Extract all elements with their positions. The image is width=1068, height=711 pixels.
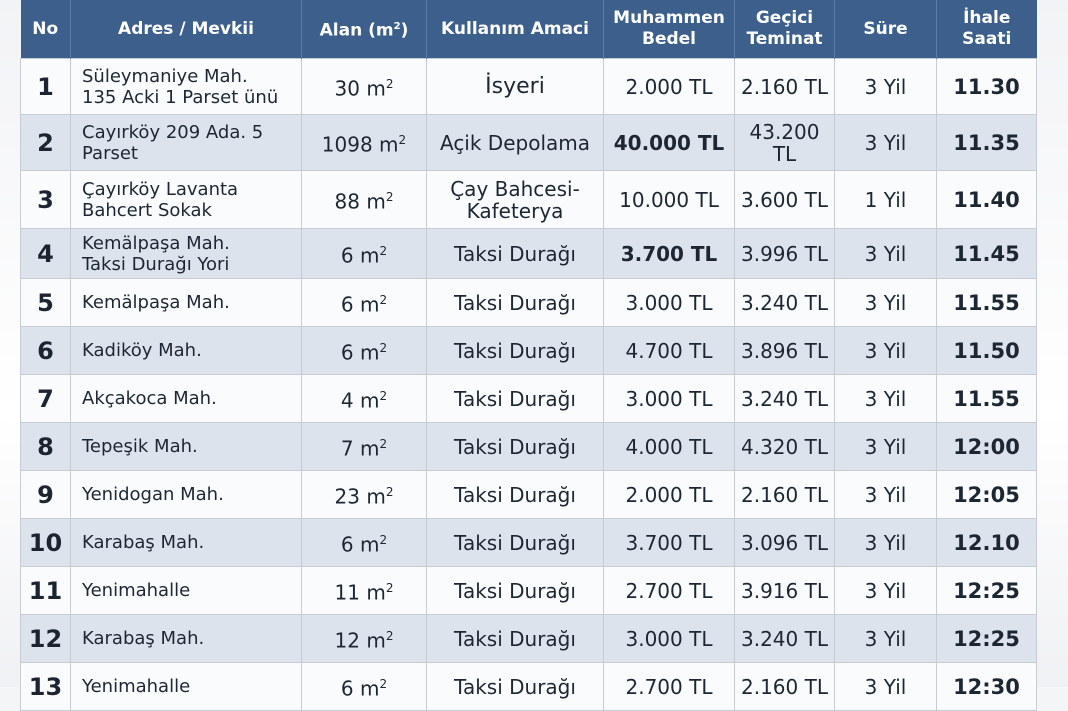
row-no: 5: [21, 279, 71, 327]
row-sure: 3 Yil: [835, 663, 937, 711]
row-no: 4: [21, 229, 71, 279]
row-saat: 11.45: [937, 229, 1037, 279]
header-gecici-line1: Geçici: [755, 8, 814, 28]
row-no: 12: [21, 615, 71, 663]
row-adres-line1: Cayırköy 209 Ada. 5: [82, 121, 264, 143]
row-kullanim-line1: Taksi Durağı: [454, 434, 576, 459]
row-adres: [71, 471, 302, 519]
row-adres-line1: Karabaş Mah.: [82, 532, 205, 553]
row-alan: [302, 423, 427, 471]
row-kullanim: [427, 519, 604, 567]
row-alan: [302, 615, 427, 663]
row-alan: [302, 279, 427, 327]
row-adres-line2: 135 Acki 1 Parset ünü: [82, 86, 279, 108]
row-kullanim: [427, 171, 604, 229]
row-adres-line1: Kemälpaşa Mah.: [82, 232, 230, 254]
row-alan-value: 7 m: [340, 436, 380, 461]
table-row: [21, 279, 1037, 327]
row-kullanim-line1: İsyeri: [485, 73, 545, 99]
row-adres: [71, 59, 302, 115]
row-alan-sup: 2: [379, 244, 388, 259]
table-header-row: [21, 0, 1037, 59]
row-kullanim-line1: Taksi Durağı: [454, 482, 576, 507]
row-muhammen: 3.000 TL: [604, 615, 735, 663]
row-gecici: 4.320 TL: [735, 423, 835, 471]
header-alan-close: ): [400, 20, 409, 41]
header-muhammen-line2: Bedel: [641, 29, 696, 49]
row-alan-value: 6 m: [340, 243, 380, 268]
row-kullanim: [427, 327, 604, 375]
table-row: [21, 229, 1037, 279]
row-saat: 11.30: [937, 59, 1037, 115]
row-adres-line2: Parset: [82, 142, 138, 164]
row-gecici: 2.160 TL: [735, 59, 835, 115]
row-kullanim-line1: Taksi Durağı: [454, 290, 576, 315]
table-row: [21, 59, 1037, 115]
row-adres: [71, 375, 302, 423]
row-adres: [71, 171, 302, 229]
table-body: [21, 59, 1037, 711]
row-kullanim: [427, 59, 604, 115]
row-alan: [302, 171, 427, 229]
row-alan-sup: 2: [379, 389, 388, 404]
table-row: [21, 375, 1037, 423]
row-gecici: 3.240 TL: [735, 615, 835, 663]
header-ihale-line1: İhale: [963, 8, 1011, 28]
row-alan-sup: 2: [385, 485, 394, 500]
row-adres-line2: Taksi Durağı Yori: [82, 253, 230, 275]
ihale-table: [20, 0, 1037, 711]
row-kullanim-line1: Çay Bahcesi-: [450, 176, 580, 201]
row-sure: 3 Yil: [835, 375, 937, 423]
row-kullanim-line1: Taksi Durağı: [454, 674, 576, 699]
row-sure: 3 Yil: [835, 567, 937, 615]
row-adres-line1: Yenidogan Mah.: [82, 484, 224, 505]
row-gecici: 3.240 TL: [735, 375, 835, 423]
row-sure: 1 Yil: [835, 171, 937, 229]
row-alan-value: 1098 m: [321, 132, 399, 157]
row-alan: [302, 229, 427, 279]
row-sure: 3 Yil: [835, 615, 937, 663]
row-kullanim: [427, 567, 604, 615]
row-kullanim: [427, 279, 604, 327]
row-alan: [302, 327, 427, 375]
row-alan-value: 6 m: [340, 292, 380, 317]
header-alan: [302, 0, 427, 59]
header-adres: Adres / Mevkii: [71, 0, 302, 59]
row-saat: 12:25: [937, 567, 1037, 615]
row-adres: [71, 279, 302, 327]
row-adres-line1: Çayırköy Lavanta: [82, 178, 239, 200]
row-alan: [302, 519, 427, 567]
row-gecici: 2.160 TL: [735, 663, 835, 711]
header-no: No: [21, 0, 71, 59]
row-sure: 3 Yil: [835, 423, 937, 471]
header-gecici: [735, 0, 835, 59]
row-kullanim: [427, 115, 604, 171]
row-alan: [302, 375, 427, 423]
row-kullanim: [427, 471, 604, 519]
row-alan-value: 88 m: [334, 189, 386, 214]
row-saat: 12:25: [937, 615, 1037, 663]
row-gecici: 3.916 TL: [735, 567, 835, 615]
row-kullanim-line1: Taksi Durağı: [454, 530, 576, 555]
row-gecici: 2.160 TL: [735, 471, 835, 519]
row-gecici: 3.896 TL: [735, 327, 835, 375]
row-adres-line1: Kemälpaşa Mah.: [82, 292, 230, 313]
row-sure: 3 Yil: [835, 327, 937, 375]
row-muhammen: 4.700 TL: [604, 327, 735, 375]
row-no: 3: [21, 171, 71, 229]
row-no: 6: [21, 327, 71, 375]
row-saat: 11.55: [937, 279, 1037, 327]
header-gecici-line2: Teminat: [746, 29, 823, 49]
row-no: 10: [21, 519, 71, 567]
row-adres-line1: Karabaş Mah.: [82, 628, 205, 649]
row-saat: 12:00: [937, 423, 1037, 471]
row-sure: 3 Yil: [835, 229, 937, 279]
table-row: [21, 327, 1037, 375]
table-row: [21, 171, 1037, 229]
row-gecici: 3.096 TL: [735, 519, 835, 567]
row-no: 9: [21, 471, 71, 519]
row-alan-value: 12 m: [334, 628, 386, 653]
row-adres-line1: Yenimahalle: [82, 676, 191, 697]
table-row: [21, 567, 1037, 615]
table-row: [21, 423, 1037, 471]
table-row: [21, 519, 1037, 567]
row-alan-sup: 2: [379, 677, 388, 692]
row-saat: 12:30: [937, 663, 1037, 711]
row-muhammen: 3.000 TL: [604, 279, 735, 327]
row-alan-sup: 2: [379, 341, 388, 356]
row-saat: 11.35: [937, 115, 1037, 171]
row-sure: 3 Yil: [835, 59, 937, 115]
row-sure: 3 Yil: [835, 115, 937, 171]
row-kullanim-line1: Açik Depolama: [439, 130, 590, 155]
row-saat: 11.55: [937, 375, 1037, 423]
row-gecici: 3.240 TL: [735, 279, 835, 327]
row-kullanim: [427, 375, 604, 423]
row-muhammen: 3.000 TL: [604, 375, 735, 423]
row-muhammen: 2.000 TL: [604, 471, 735, 519]
row-muhammen: 3.700 TL: [604, 229, 735, 279]
row-kullanim-line1: Taksi Durağı: [454, 386, 576, 411]
row-kullanim: [427, 423, 604, 471]
row-gecici: 3.600 TL: [735, 171, 835, 229]
row-alan-value: 11 m: [334, 580, 386, 605]
row-alan: [302, 59, 427, 115]
row-adres: [71, 519, 302, 567]
row-saat: 12.10: [937, 519, 1037, 567]
row-alan: [302, 567, 427, 615]
row-gecici: 43.200 TL: [735, 115, 835, 171]
row-adres-line1: Akçakoca Mah.: [82, 388, 217, 409]
row-alan: [302, 471, 427, 519]
row-alan-sup: 2: [379, 533, 388, 548]
header-alan-sup: 2: [393, 21, 401, 33]
row-alan-value: 4 m: [340, 388, 380, 413]
row-adres: [71, 615, 302, 663]
row-adres-line1: Tepeşik Mah.: [82, 436, 198, 457]
row-alan-value: 6 m: [340, 676, 380, 701]
row-muhammen: 40.000 TL: [604, 115, 735, 171]
row-alan-sup: 2: [385, 190, 394, 205]
row-muhammen: 2.000 TL: [604, 59, 735, 115]
row-adres-line1: Süleymaniye Mah.: [82, 65, 248, 87]
row-kullanim-line1: Taksi Durağı: [454, 241, 576, 266]
row-no: 11: [21, 567, 71, 615]
row-muhammen: 2.700 TL: [604, 567, 735, 615]
table-row: [21, 471, 1037, 519]
row-no: 13: [21, 663, 71, 711]
row-sure: 3 Yil: [835, 519, 937, 567]
row-kullanim-line1: Taksi Durağı: [454, 626, 576, 651]
header-alan-label: Alan (m: [319, 20, 394, 41]
row-no: 7: [21, 375, 71, 423]
table-row: [21, 615, 1037, 663]
row-alan-sup: 2: [385, 581, 394, 596]
header-muhammen-line1: Muhammen: [613, 8, 725, 28]
row-muhammen: 3.700 TL: [604, 519, 735, 567]
row-alan-value: 6 m: [340, 532, 380, 557]
row-muhammen: 4.000 TL: [604, 423, 735, 471]
row-kullanim-line1: Taksi Durağı: [454, 338, 576, 363]
row-saat: 12:05: [937, 471, 1037, 519]
row-alan: [302, 115, 427, 171]
row-saat: 11.40: [937, 171, 1037, 229]
row-kullanim-line2: Kafeterya: [466, 198, 564, 223]
row-muhammen: 2.700 TL: [604, 663, 735, 711]
row-kullanim-line1: Taksi Durağı: [454, 578, 576, 603]
row-sure: 3 Yil: [835, 279, 937, 327]
row-adres: [71, 327, 302, 375]
row-gecici: 3.996 TL: [735, 229, 835, 279]
row-adres: [71, 115, 302, 171]
row-adres-line1: Kadiköy Mah.: [82, 340, 202, 361]
row-adres-line1: Yenimahalle: [82, 580, 191, 601]
row-no: 1: [21, 59, 71, 115]
row-alan-sup: 2: [385, 77, 394, 92]
header-sure: Süre: [835, 0, 937, 59]
row-alan-value: 30 m: [334, 76, 386, 101]
row-muhammen: 10.000 TL: [604, 171, 735, 229]
row-alan-sup: 2: [379, 437, 388, 452]
row-saat: 11.50: [937, 327, 1037, 375]
row-no: 8: [21, 423, 71, 471]
row-sure: 3 Yil: [835, 471, 937, 519]
row-no: 2: [21, 115, 71, 171]
row-kullanim: [427, 229, 604, 279]
row-adres: [71, 229, 302, 279]
row-adres-line2: Bahcert Sokak: [82, 199, 212, 221]
row-kullanim: [427, 615, 604, 663]
header-ihale: [937, 0, 1037, 59]
table-row: [21, 115, 1037, 171]
row-alan-sup: 2: [385, 629, 394, 644]
row-adres: [71, 423, 302, 471]
row-alan-value: 23 m: [334, 484, 386, 509]
row-alan-sup: 2: [379, 293, 388, 308]
row-alan-value: 6 m: [340, 340, 380, 365]
header-kullanim: Kullanım Amaci: [427, 0, 604, 59]
header-muhammen: [604, 0, 735, 59]
row-adres: [71, 567, 302, 615]
row-alan-sup: 2: [398, 133, 407, 148]
header-ihale-line2: Saati: [962, 29, 1012, 49]
